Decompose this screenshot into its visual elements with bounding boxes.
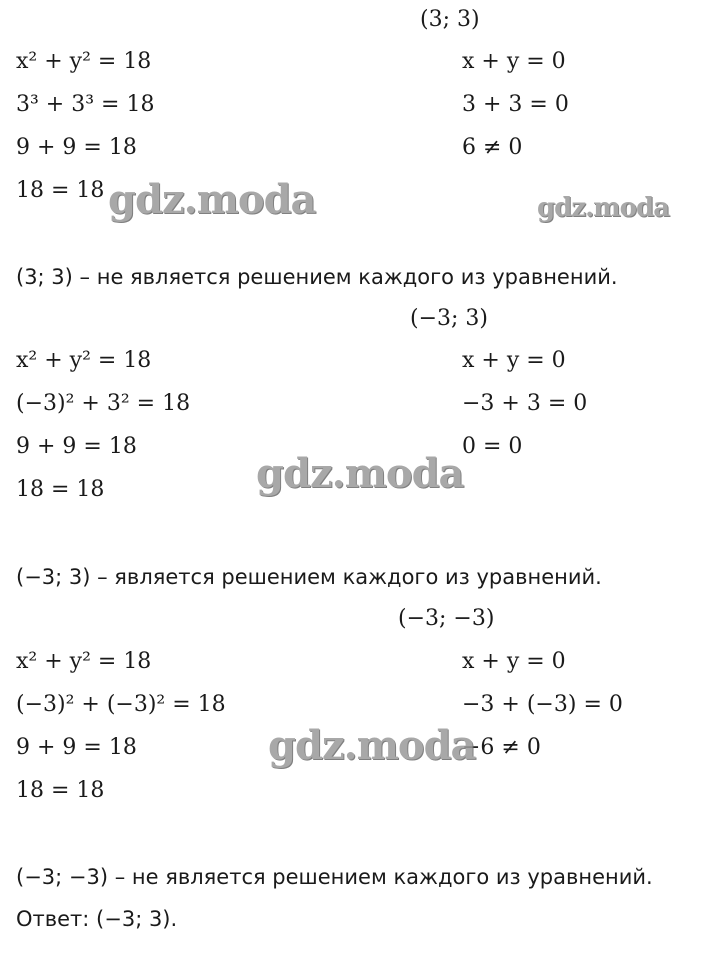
watermark-logo: gdz.moda	[537, 193, 670, 223]
equation-line: x² + y² = 18	[16, 49, 152, 74]
watermark-logo: gdz.moda	[108, 176, 316, 223]
equation-line: 0 = 0	[462, 434, 523, 459]
equation-line: x² + y² = 18	[16, 348, 152, 373]
equation-line: 3³ + 3³ = 18	[16, 92, 155, 117]
equation-line: −6 ≠ 0	[462, 735, 541, 760]
equation-line: 9 + 9 = 18	[16, 135, 137, 160]
answer-text: Ответ: (−3; 3).	[16, 907, 178, 931]
equation-line: 9 + 9 = 18	[16, 735, 137, 760]
point-heading-2: (−3; 3)	[410, 306, 488, 331]
equation-line: (−3)² + (−3)² = 18	[16, 692, 226, 717]
watermark-logo: gdz.moda	[268, 722, 476, 769]
equation-line: 18 = 18	[16, 778, 105, 803]
equation-line: (−3)² + 3² = 18	[16, 391, 191, 416]
point-heading-3: (−3; −3)	[398, 606, 495, 631]
watermark-logo: gdz.moda	[256, 450, 464, 497]
equation-line: x + y = 0	[462, 348, 566, 373]
equation-line: x² + y² = 18	[16, 649, 152, 674]
equation-line: 9 + 9 = 18	[16, 434, 137, 459]
conclusion-text: (3; 3) – не является решением каждого из уравнений.	[16, 265, 618, 289]
equation-line: x + y = 0	[462, 649, 566, 674]
equation-line: −3 + (−3) = 0	[462, 692, 623, 717]
conclusion-text: (−3; −3) – не является решением каждого из уравнений.	[16, 865, 653, 889]
equation-line: 18 = 18	[16, 178, 105, 203]
equation-line: −3 + 3 = 0	[462, 391, 588, 416]
equation-line: 6 ≠ 0	[462, 135, 523, 160]
equation-line: 3 + 3 = 0	[462, 92, 569, 117]
conclusion-text: (−3; 3) – является решением каждого из уравнений.	[16, 565, 602, 589]
point-heading-1: (3; 3)	[420, 7, 480, 32]
equation-line: x + y = 0	[462, 49, 566, 74]
equation-line: 18 = 18	[16, 477, 105, 502]
